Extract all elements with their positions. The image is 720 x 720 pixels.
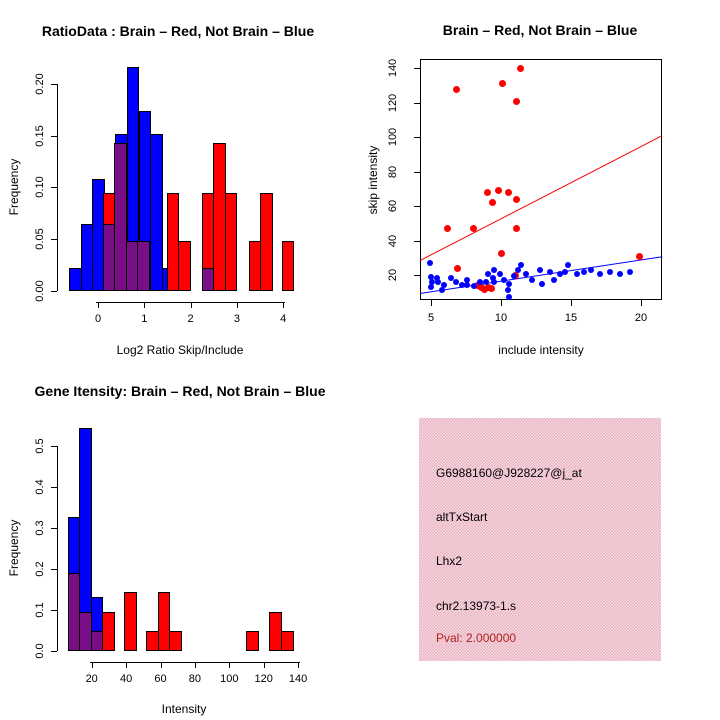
scatter-point-blue bbox=[588, 267, 594, 273]
x-axis-tick bbox=[641, 300, 642, 306]
y-axis-tick bbox=[414, 137, 420, 138]
y-axis-line bbox=[57, 84, 58, 291]
scatter-point-red bbox=[517, 65, 524, 72]
x-axis-tick bbox=[195, 662, 196, 668]
y-axis-line bbox=[57, 446, 58, 651]
y-axis-tick bbox=[51, 187, 57, 188]
y-axis-tick bbox=[51, 291, 57, 292]
x-tick-label: 4 bbox=[280, 313, 287, 325]
scatter-point-blue bbox=[497, 271, 503, 277]
chromosome-location-text: chr2.13973-1.s bbox=[436, 599, 517, 613]
scatter-point-blue bbox=[505, 287, 511, 293]
y-tick-label: 0.3 bbox=[34, 520, 46, 536]
x-axis-tick bbox=[92, 662, 93, 668]
scatter-point-blue bbox=[518, 262, 524, 268]
y-axis-tick bbox=[51, 239, 57, 240]
histogram-bar-red bbox=[102, 612, 115, 651]
y-axis-tick bbox=[414, 68, 420, 69]
x-axis-tick bbox=[229, 662, 230, 668]
histogram-bar-overlap bbox=[202, 268, 215, 291]
scatter-point-blue bbox=[427, 260, 433, 266]
x-axis-tick bbox=[144, 302, 145, 308]
x-tick-label: 80 bbox=[188, 673, 202, 685]
x-tick-label: 120 bbox=[254, 673, 273, 685]
x-tick-label: 20 bbox=[85, 673, 98, 685]
scatter-point-red bbox=[505, 189, 512, 196]
gene-histogram-x-axis-title: Intensity bbox=[161, 702, 207, 716]
scatter-point-red bbox=[513, 196, 520, 203]
scatter-point-blue bbox=[483, 279, 489, 285]
y-axis-tick bbox=[414, 241, 420, 242]
x-tick-label: 20 bbox=[634, 312, 648, 324]
scatter-point-red bbox=[498, 250, 505, 257]
x-axis-tick bbox=[501, 300, 502, 306]
pvalue-text: Pval: 2.000000 bbox=[436, 631, 517, 645]
scatter-point-blue bbox=[617, 271, 623, 277]
histogram-bar-red bbox=[281, 631, 294, 651]
y-tick-label: 0.10 bbox=[34, 176, 46, 199]
x-tick-label: 140 bbox=[288, 673, 308, 685]
scatter-point-blue bbox=[511, 273, 517, 279]
scatter-point-red bbox=[470, 225, 477, 232]
y-tick-label: 0.0 bbox=[34, 643, 46, 659]
y-tick-label: 120 bbox=[387, 93, 399, 112]
scatter-point-red bbox=[513, 225, 520, 232]
y-tick-label: 0.4 bbox=[34, 479, 46, 495]
x-axis-tick bbox=[298, 662, 299, 668]
y-axis-tick bbox=[414, 206, 420, 207]
y-tick-label: 0.1 bbox=[34, 602, 46, 618]
y-axis-tick bbox=[51, 487, 57, 488]
x-tick-label: 15 bbox=[564, 312, 578, 324]
y-tick-label: 80 bbox=[387, 165, 399, 178]
x-axis-tick bbox=[161, 662, 162, 668]
histogram-bar-red bbox=[178, 241, 191, 291]
ratio-histogram-y-axis-title: Frequency bbox=[7, 158, 21, 216]
scatter-point-blue bbox=[627, 269, 633, 275]
x-tick-label: 5 bbox=[427, 312, 435, 324]
y-axis-tick bbox=[51, 651, 57, 652]
plot-box bbox=[420, 59, 662, 300]
histogram-bar-red bbox=[269, 612, 282, 651]
x-tick-label: 10 bbox=[494, 312, 508, 324]
x-tick-label: 60 bbox=[154, 673, 167, 685]
x-tick-label: 2 bbox=[187, 313, 194, 325]
y-axis-tick bbox=[51, 136, 57, 137]
histogram-bar-red bbox=[246, 631, 259, 651]
y-tick-label: 0.15 bbox=[34, 124, 46, 147]
y-axis-tick bbox=[51, 446, 57, 447]
x-tick-label: 0 bbox=[94, 313, 102, 325]
y-axis-tick bbox=[414, 275, 420, 276]
y-tick-label: 0.05 bbox=[34, 228, 46, 250]
x-axis-tick bbox=[571, 300, 572, 306]
histogram-bar-overlap bbox=[137, 241, 150, 291]
x-axis-tick bbox=[98, 302, 99, 308]
x-tick-label: 1 bbox=[141, 313, 148, 325]
y-axis-tick bbox=[51, 569, 57, 570]
scatter-point-blue bbox=[529, 277, 535, 283]
scatter-point-blue bbox=[506, 294, 512, 300]
x-axis-tick bbox=[191, 302, 192, 308]
x-axis-tick bbox=[126, 662, 127, 668]
y-axis-tick bbox=[51, 610, 57, 611]
y-tick-label: 20 bbox=[387, 268, 399, 282]
histogram-bar-red bbox=[225, 193, 238, 291]
ratio-histogram-x-axis-title: Log2 Ratio Skip/Include bbox=[116, 343, 244, 357]
x-axis-tick bbox=[237, 302, 238, 308]
histogram-bar-red bbox=[124, 592, 137, 651]
scatter-point-red bbox=[495, 187, 502, 194]
gene-name-text: Lhx2 bbox=[436, 554, 463, 568]
gene-histogram-y-axis-title: Frequency bbox=[7, 519, 21, 577]
scatter-point-blue bbox=[539, 281, 545, 287]
x-tick-label: 40 bbox=[119, 673, 133, 685]
y-tick-label: 40 bbox=[387, 234, 399, 247]
y-tick-label: 100 bbox=[387, 128, 399, 147]
x-axis-tick bbox=[431, 300, 432, 306]
y-tick-label: 0.2 bbox=[34, 561, 46, 577]
scatter-title: Brain – Red, Not Brain – Blue bbox=[442, 22, 638, 38]
y-axis-tick bbox=[51, 528, 57, 529]
scatter-point-red bbox=[453, 86, 460, 93]
scatter-point-blue bbox=[491, 267, 497, 273]
histogram-bar-overlap bbox=[68, 573, 81, 651]
histogram-bar-overlap bbox=[91, 631, 104, 651]
y-tick-label: 0.5 bbox=[34, 438, 46, 454]
probe-id-text: G6988160@J928227@j_at bbox=[436, 466, 582, 480]
y-axis-tick bbox=[414, 172, 420, 173]
scatter-point-red bbox=[488, 285, 495, 292]
gene-histogram-title: Gene Itensity: Brain – Red, Not Brain – Blue bbox=[34, 383, 326, 399]
scatter-point-blue bbox=[441, 282, 447, 288]
x-axis-tick bbox=[283, 302, 284, 308]
y-axis-tick bbox=[51, 84, 57, 85]
scatter-point-red bbox=[513, 98, 520, 105]
scatter-point-red bbox=[454, 265, 461, 272]
gene-info-panel bbox=[419, 418, 661, 661]
x-tick-label: 100 bbox=[220, 673, 239, 685]
x-axis-tick bbox=[264, 662, 265, 668]
ratio-histogram-title: RatioData : Brain – Red, Not Brain – Blue bbox=[41, 23, 315, 39]
x-tick-label: 3 bbox=[233, 313, 240, 325]
y-axis-tick bbox=[414, 103, 420, 104]
scatter-point-blue bbox=[581, 269, 587, 275]
y-tick-label: 0.20 bbox=[34, 73, 46, 95]
y-tick-label: 60 bbox=[387, 199, 399, 213]
y-tick-label: 140 bbox=[387, 59, 399, 78]
scatter-point-blue bbox=[574, 271, 580, 277]
scatter-x-axis-title: include intensity bbox=[498, 343, 584, 357]
histogram-bar-red bbox=[282, 241, 295, 291]
histogram-bar-red bbox=[169, 631, 182, 651]
event-type-text: altTxStart bbox=[436, 510, 488, 524]
scatter-y-axis-title: skip intensity bbox=[366, 145, 380, 215]
scatter-point-red bbox=[484, 189, 491, 196]
y-tick-label: 0.00 bbox=[34, 279, 46, 302]
histogram-bar-red bbox=[260, 193, 273, 291]
